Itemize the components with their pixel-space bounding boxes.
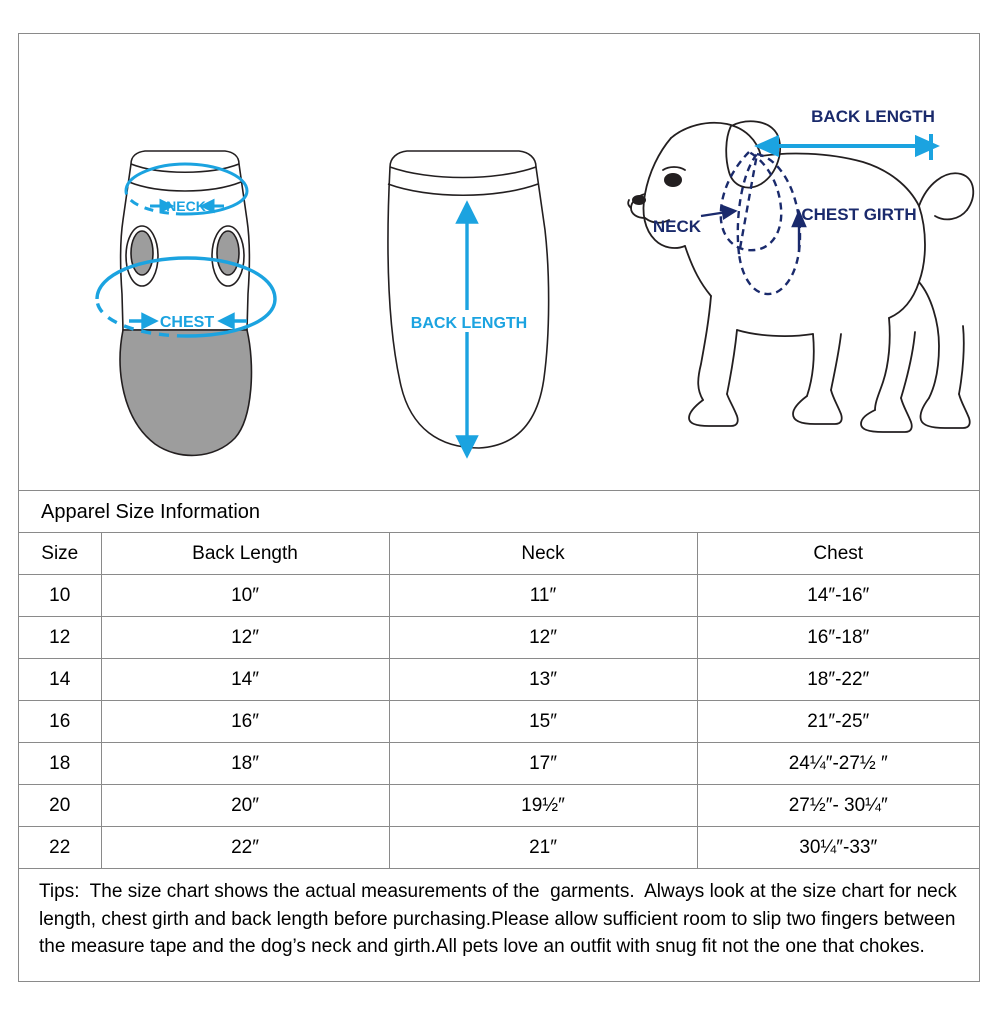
cell-size: 20 bbox=[19, 785, 101, 827]
apparel-size-information-title: Apparel Size Information bbox=[19, 491, 979, 533]
cell-chest: 16″-18″ bbox=[697, 617, 979, 659]
dog-back-length-label: BACK LENGTH bbox=[811, 107, 935, 126]
table-row bbox=[19, 617, 979, 659]
cell-chest: 27½″- 30¼″ bbox=[697, 785, 979, 827]
cell-neck: 19½″ bbox=[389, 785, 697, 827]
header-chest: Chest bbox=[697, 533, 979, 575]
cell-size: 10 bbox=[19, 575, 101, 617]
cell-back-length: 20″ bbox=[101, 785, 389, 827]
size-chart-sheet bbox=[18, 33, 980, 982]
header-size: Size bbox=[19, 533, 101, 575]
table-row bbox=[19, 701, 979, 743]
cell-size: 16 bbox=[19, 701, 101, 743]
cell-chest: 21″-25″ bbox=[697, 701, 979, 743]
table-row bbox=[19, 785, 979, 827]
cell-back-length: 10″ bbox=[101, 575, 389, 617]
cell-back-length: 16″ bbox=[101, 701, 389, 743]
tips-text: Tips: The size chart shows the actual measurements of the garments. Always look at the size chart for neck length, chest girth and back length before purchasing.Please allow sufficient room to slip two fingers between the measure tape and the dog’s neck and girth.All pets love an outfit with snug fit not the one that chokes. bbox=[39, 881, 962, 958]
cell-chest: 18″-22″ bbox=[697, 659, 979, 701]
cell-back-length: 12″ bbox=[101, 617, 389, 659]
diagram-panel bbox=[19, 34, 979, 491]
cell-neck: 12″ bbox=[389, 617, 697, 659]
cell-neck: 13″ bbox=[389, 659, 697, 701]
cell-back-length: 18″ bbox=[101, 743, 389, 785]
cell-neck: 21″ bbox=[389, 827, 697, 869]
size-table bbox=[19, 533, 979, 868]
header-neck: Neck bbox=[389, 533, 697, 575]
front-view-chest-label: CHEST bbox=[159, 314, 215, 331]
cell-chest: 24¼″-27½ ″ bbox=[697, 743, 979, 785]
back-view-back-length-label: BACK LENGTH bbox=[410, 315, 528, 332]
table-header-row bbox=[19, 533, 979, 575]
cell-neck: 11″ bbox=[389, 575, 697, 617]
cell-back-length: 14″ bbox=[101, 659, 389, 701]
dog-diagram bbox=[627, 34, 981, 491]
cell-size: 18 bbox=[19, 743, 101, 785]
table-row bbox=[19, 827, 979, 869]
table-row bbox=[19, 659, 979, 701]
cell-size: 14 bbox=[19, 659, 101, 701]
table-row bbox=[19, 743, 979, 785]
front-view-diagram bbox=[19, 34, 339, 491]
back-view-diagram bbox=[339, 34, 639, 491]
cell-chest: 14″-16″ bbox=[697, 575, 979, 617]
dog-neck-label: NECK bbox=[652, 217, 702, 236]
cell-back-length: 22″ bbox=[101, 827, 389, 869]
cell-size: 22 bbox=[19, 827, 101, 869]
cell-neck: 15″ bbox=[389, 701, 697, 743]
front-view-neck-label: NECK bbox=[166, 198, 206, 214]
cell-neck: 17″ bbox=[389, 743, 697, 785]
table-row bbox=[19, 575, 979, 617]
header-back-length: Back Length bbox=[101, 533, 389, 575]
cell-size: 12 bbox=[19, 617, 101, 659]
cell-chest: 30¼″-33″ bbox=[799, 836, 878, 858]
dog-chest-girth-label: CHEST GIRTH bbox=[801, 205, 917, 224]
tips-section bbox=[19, 868, 979, 981]
